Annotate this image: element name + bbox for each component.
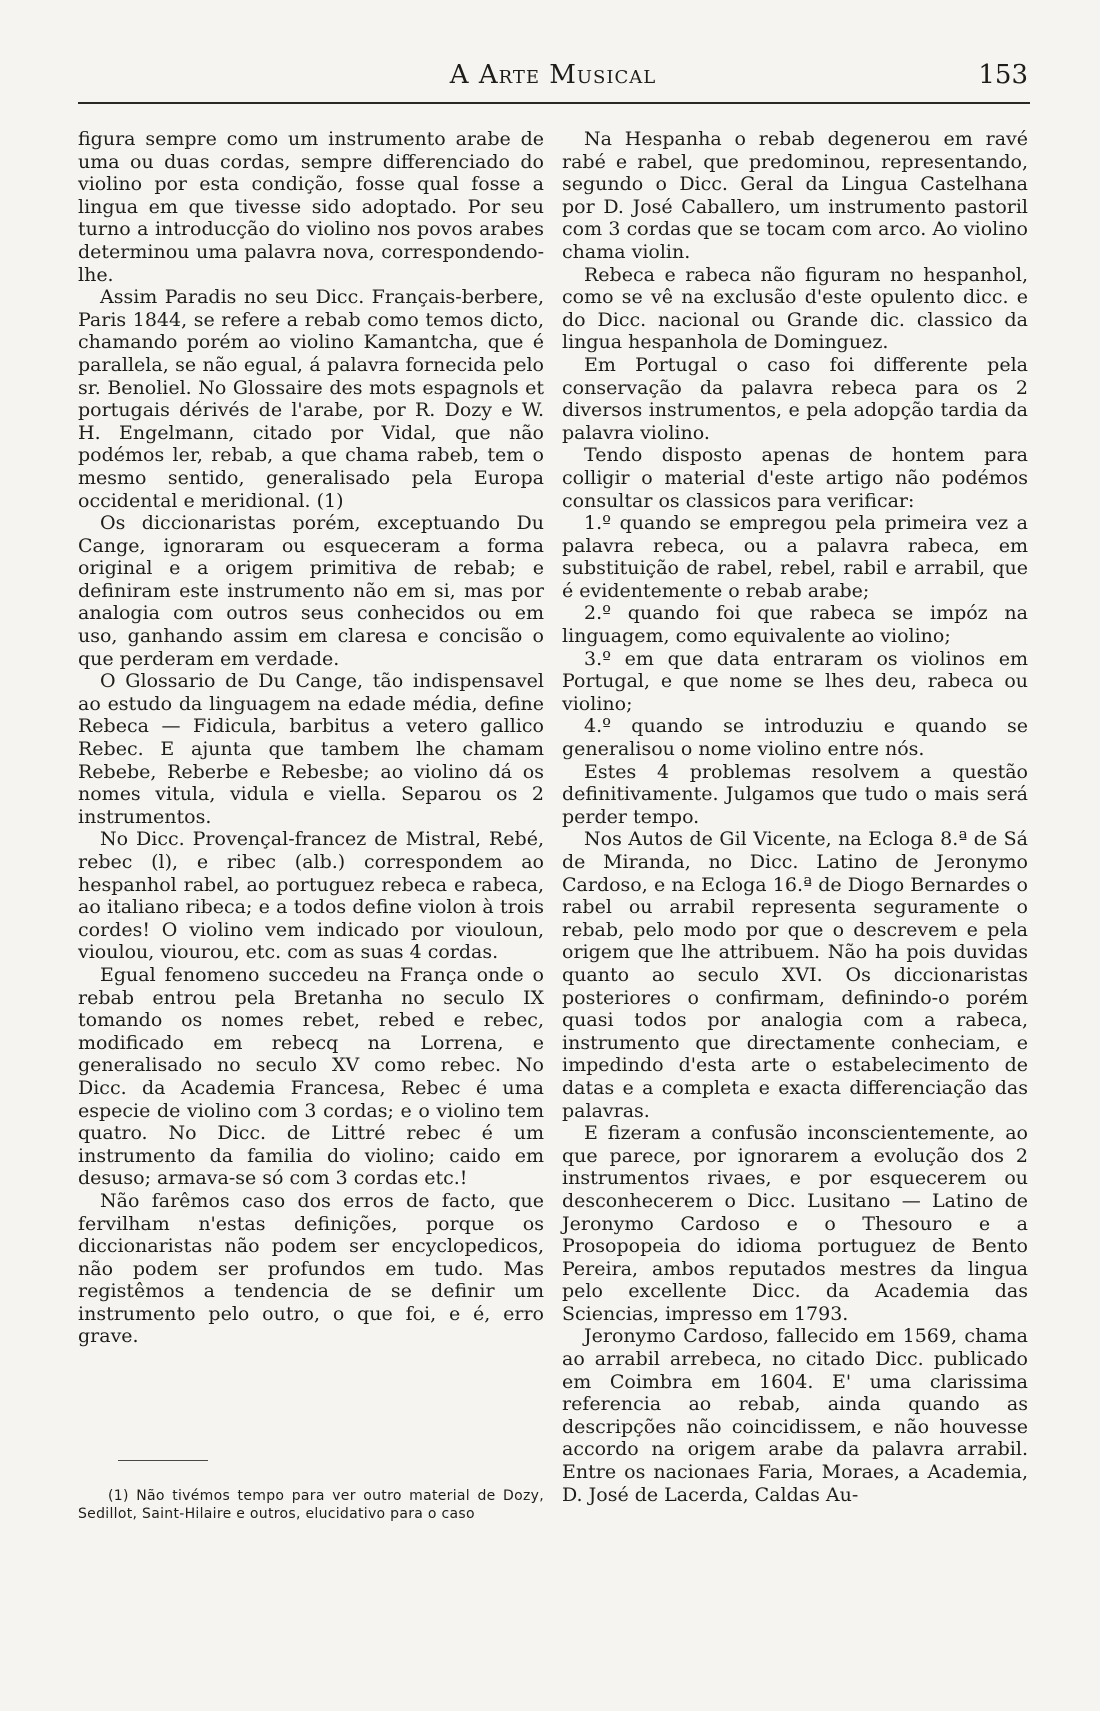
paragraph: Jeronymo Cardoso, fallecido em 1569, chama ao arrabil arrebeca, no citado Dicc. publicado em Coimbra em 1604. E' uma clarissima referencia ao rebab, ainda quando as descripções não coincidissem, e não houvesse accordo na origem arabe da palavra arrabil. Entre os nacionaes Faria, Moraes, a Academia, D. José de Lacerda, Caldas Au- xyxy=(562,1325,1028,1506)
paragraph: figura sempre como um instrumento arabe de uma ou duas cordas, sempre differenciado do violino por esta condição, fosse qual fosse a lingua em que tivesse sido adoptado. Por seu turno a introducção do violino nos povos arabes determinou uma palavra nova, correspondendo-lhe. xyxy=(78,128,544,286)
paragraph: No Dicc. Provençal-francez de Mistral, Rebé, rebec (l), e ribec (alb.) correspondem ao hespanhol rabel, ao portuguez rebeca e rabeca, ao italiano ribeca; e a todos define violon à trois cordes! O violino vem indicado por viouloun, vioulou, viourou, etc. com as suas 4 cordas. xyxy=(78,828,544,964)
page-number: 153 xyxy=(978,60,1028,90)
paragraph: Assim Paradis no seu Dicc. Français-berbere, Paris 1844, se refere a rebab como temos dicto, chamando porém ao violino Kamantcha, que é parallela, se não egual, á palavra fornecida pelo sr. Benoliel. No Glossaire des mots espagnols et portugais dérivés de l'arabe, por R. Dozy e W. H. Engelmann, citado por Vidal, que não podémos ler, rebab, a que chama rabeb, tem o mesmo sentido, generalisado pela Europa occidental e meridional. (1) xyxy=(78,286,544,512)
paragraph: Rebeca e rabeca não figuram no hespanhol, como se vê na exclusão d'este opulento dicc. e do Dicc. nacional ou Grande dic. classico da lingua hespanhola de Dominguez. xyxy=(562,263,1028,354)
paragraph: 4.º quando se introduziu e quando se generalisou o nome violino entre nós. xyxy=(562,715,1028,761)
right-column xyxy=(562,128,1028,1506)
paragraph: Não farêmos caso dos erros de facto, que fervilham n'estas definições, porque os diccionaristas não podem ser encyclopedicos, não podem ser profundos em tudo. Mas registêmos a tendencia de se definir um instrumento pelo outro, o que foi, e é, erro grave. xyxy=(78,1189,544,1348)
paragraph: Os diccionaristas porém, exceptuando Du Cange, ignoraram ou esqueceram a forma original e a origem primitiva de rebab; e definiram este instrumento não em si, mas por analogia com outros seus conhecidos ou em uso, ganhando assim em claresa e concisão o que perderam em verdade. xyxy=(78,512,544,670)
paragraph: 3.º em que data entraram os violinos em Portugal, e que nome se lhes deu, rabeca ou violino; xyxy=(562,647,1028,715)
paragraph: Estes 4 problemas resolvem a questão definitivamente. Julgamos que tudo o mais será perder tempo. xyxy=(562,760,1028,828)
paragraph: 1.º quando se empregou pela primeira vez a palavra rebeca, ou a palavra rabeca, em substituição de rabel, rebel, rabil e arrabil, que é evidentemente o rebab arabe; xyxy=(562,512,1028,602)
paragraph: Na Hespanha o rebab degenerou em ravé rabé e rabel, que predominou, representando, segundo o Dicc. Geral da Lingua Castelhana por D. José Caballero, um instrumento pastoril com 3 cordas que se tocam com arco. Ao violino chama violin. xyxy=(562,128,1028,263)
running-header xyxy=(78,60,1028,100)
footnote-rule xyxy=(118,1460,208,1461)
left-column xyxy=(78,128,544,1348)
paragraph: Em Portugal o caso foi differente pela conservação da palavra rebeca para os 2 diversos instrumentos, e pela adopção tardia da palavra violino. xyxy=(562,353,1028,444)
header-rule xyxy=(78,102,1030,104)
paragraph: E fizeram a confusão inconscientemente, ao que parece, por ignorarem a evolução dos 2 instrumentos rivaes, e por esquecerem ou desconhecerem o Dicc. Lusitano — Latino de Jeronymo Cardoso e o Thesouro e a Prosopopeia do idioma portuguez de Bento Pereira, ambos reputados mestres da lingua pelo excellente Dicc. da Academia das Sciencias, impresso em 1793. xyxy=(562,1122,1028,1325)
paragraph: O Glossario de Du Cange, tão indispensavel ao estudo da linguagem na edade média, define Rebeca — Fidicula, barbitus a vetero gallico Rebec. E ajunta que tambem lhe chamam Rebebe, Reberbe e Rebesbe; ao violino dá os nomes vitula, vidula e viella. Separou os 2 instrumentos. xyxy=(78,670,544,828)
footnote: (1) Não tivémos tempo para ver outro material de Dozy, Sedillot, Saint-Hilaire e outros, elucidativo para o caso xyxy=(78,1488,544,1522)
paragraph: 2.º quando foi que rabeca se impóz na linguagem, como equivalente ao violino; xyxy=(562,602,1028,648)
journal-title: A Arte Musical xyxy=(449,60,657,90)
paragraph: Egual fenomeno succedeu na França onde o rebab entrou pela Bretanha no seculo IX tomando os nomes rebet, rebed e rebec, modificado em rebecq na Lorrena, e generalisado no seculo XV como rebec. No Dicc. da Academia Francesa, Rebec é uma especie de violino com 3 cordas; e o violino tem quatro. No Dicc. de Littré rebec é um instrumento da familia do violino; caido em desuso; armava-se só com 3 cordas etc.! xyxy=(78,963,544,1190)
paragraph: Nos Autos de Gil Vicente, na Ecloga 8.ª de Sá de Miranda, no Dicc. Latino de Jeronymo Cardoso, e na Ecloga 16.ª de Diogo Bernardes o rabel ou arrabil representa seguramente o rebab, pelo modo por que o descrevem e pela origem que lhe attribuem. Não ha pois duvidas quanto ao seculo XVI. Os diccionaristas posteriores o confirmam, definindo-o porém quasi todos por analogia com a rabeca, instrumento que directamente conheciam, e impedindo d'esta arte o estabelecimento de datas e a completa e exacta differenciação das palavras. xyxy=(562,828,1028,1122)
paragraph: Tendo disposto apenas de hontem para colligir o material d'este artigo não podémos consultar os classicos para verificar: xyxy=(562,444,1028,512)
